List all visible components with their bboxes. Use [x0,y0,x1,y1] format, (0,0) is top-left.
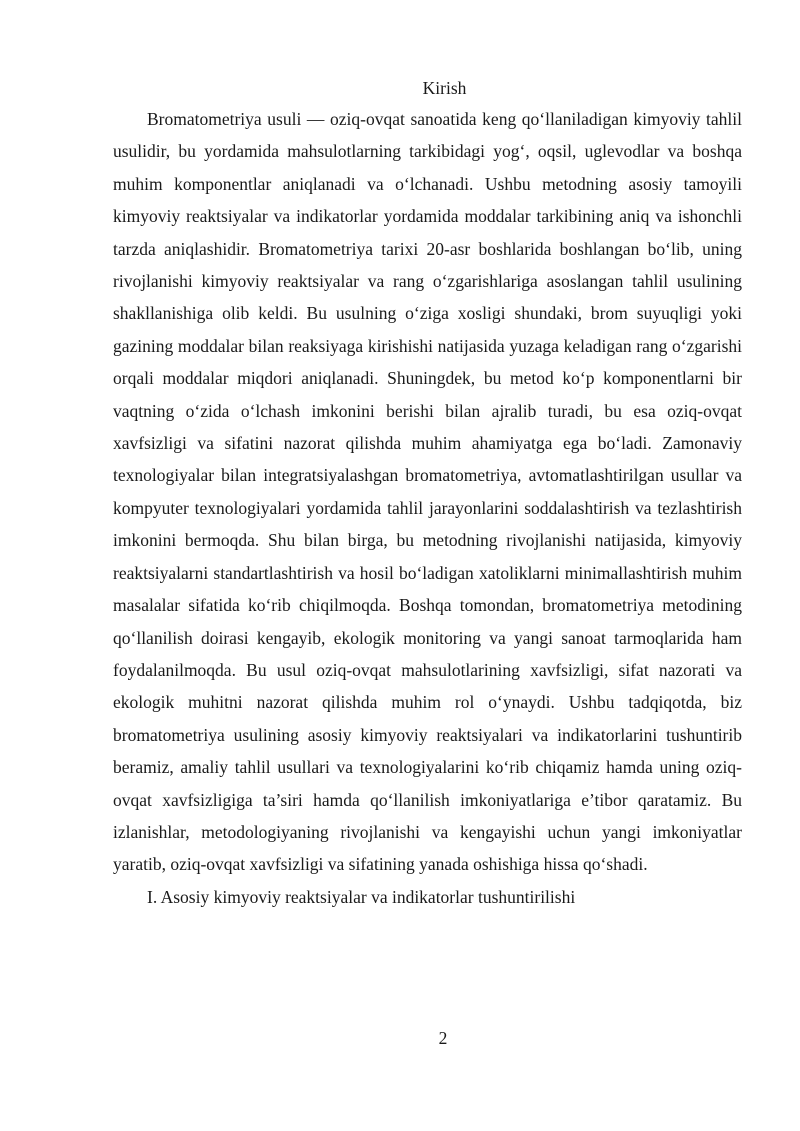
page-title: Kirish [422,78,467,98]
section-heading: I. Asosiy kimyoviy reaktsiyalar va indikatorlar tushuntirilishi [147,886,576,907]
intro-paragraph: Bromatometriya usuli — oziq-ovqat sanoatida keng qo‘llaniladigan kimyoviy tahlil usulidir, bu yordamida mahsulotlarning tarkibidagi yog‘, oqsil, uglevodlar va boshqa muhim komponentlar aniqlanadi va o‘lchanadi. Ushbu metodning asosiy tamoyili kimyoviy reaktsiyalar va indikatorlar yordamida moddalar tarkibining aniq va ishonchli tarzda aniqlashidir. Bromatometriya tarixi 20-asr boshlarida boshlangan bo‘lib, uning rivojlanishi kimyoviy reaktsiyalar va rang o‘zgarishlariga asoslangan tahlil usulining shakllanishiga olib keldi. Bu usulning o‘ziga xosligi shundaki, brom suyuqligi yoki gazining moddalar bilan reaksiyaga kirishishi natijasida yuzaga keladigan rang o‘zgarishi orqali moddalar miqdori aniqlanadi. Shuningdek, bu metod ko‘p komponentlarni bir vaqtning o‘zida o‘lchash imkonini berishi bilan ajralib turadi, bu esa oziq-ovqat xavfsizligi va sifatini nazorat qilishda muhim ahamiyatga ega bo‘ladi. Zamonaviy texnologiyalar bilan integratsiyalashgan bromatometriya, avtomatlashtirilgan usullar va kompyuter texnologiyalari yordamida tahlil jarayonlarini soddalashtirish va tezlashtirish imkonini bermoqda. Shu bilan birga, bu metodning rivojlanishi natijasida, kimyoviy reaktsiyalarni standartlashtirish va hosil bo‘ladigan xatoliklarni minimallashtirish muhim masalalar sifatida ko‘rib chiqilmoqda. Boshqa tomondan, bromatometriya metodining qo‘llanilish doirasi kengayib, ekologik monitoring va yangi sanoat tarmoqlarida ham foydalanilmoqda. Bu usul oziq-ovqat mahsulotlarining xavfsizligi, sifat nazorati va ekologik muhitni nazorat qilishda muhim rol o‘ynaydi. Ushbu tadqiqotda, biz bromatometriya usulining asosiy kimyoviy reaktsiyalari va indikatorlarini tushuntirib beramiz, amaliy tahlil usullari va texnologiyalarini ko‘rib chiqamiz hamda uning oziq-ovqat xavfsizligiga ta’siri hamda qo‘llanilish imkoniyatlariga e’tibor qaratamiz. Bu izlanishlar, metodologiyaning rivojlanishi va kengayishi uchun yangi imkoniyatlar yaratib, oziq-ovqat xavfsizligi va sifatining yanada oshishiga hissa qo‘shadi. [113,109,742,875]
page-number: 2 [438,1028,448,1048]
document-page [113,74,742,913]
